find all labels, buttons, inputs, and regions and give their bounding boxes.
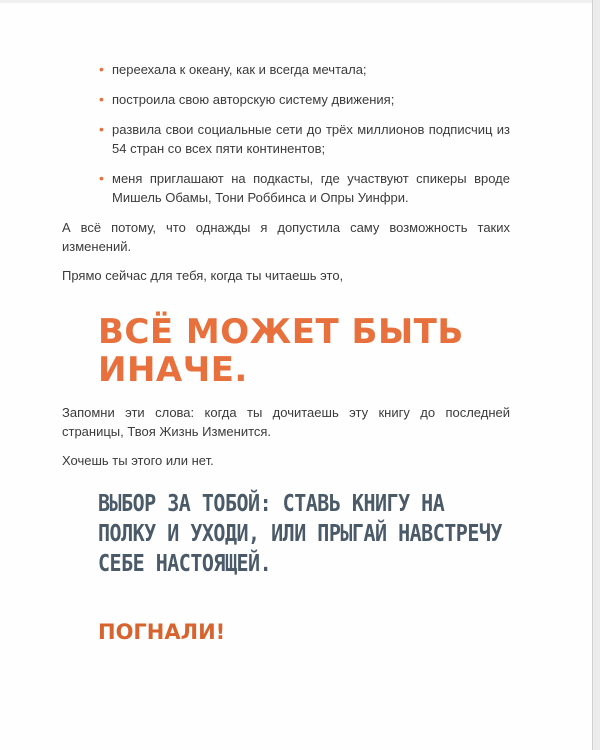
choice-statement: ВЫБОР ЗА ТОБОЙ: СТАВЬ КНИГУ НА ПОЛКУ И УХОДИ, ИЛИ ПРЫГАЙ НАВСТРЕЧУ СЕБЕ НАСТОЯЩЕЙ.	[98, 489, 502, 577]
list-item	[98, 90, 510, 109]
call-to-action: ПОГНАЛИ!	[98, 620, 226, 644]
list-item	[98, 60, 510, 79]
list-item-text: развила свои социальные сети до трёх миллионов подписчиц из 54 стран со всех пяти континентов;	[112, 122, 510, 156]
bullet-dot-icon: •	[99, 91, 104, 107]
paragraph-whether-you-want: Хочешь ты этого или нет.	[62, 453, 214, 468]
page-right-edge	[592, 0, 600, 750]
list-item	[98, 120, 510, 158]
bullet-dot-icon: •	[99, 121, 104, 137]
headline-everything-can-change: ВСЁ МОЖЕТ БЫТЬ ИНАЧЕ.	[98, 312, 464, 390]
paragraph-changes: А всё потому, что однажды я допустила саму возможность таких изменений.	[62, 220, 510, 254]
page-top-edge	[0, 0, 600, 3]
list-item-text: построила свою авторскую систему движения;	[112, 92, 395, 107]
list-item	[98, 169, 510, 207]
paragraph-remember: Запомни эти слова: когда ты дочитаешь эту книгу до последней страницы, Твоя Жизнь Изменится.	[62, 405, 510, 439]
bullet-dot-icon: •	[99, 170, 104, 186]
paragraph-right-now: Прямо сейчас для тебя, когда ты читаешь это,	[62, 268, 344, 283]
list-item-text: переехала к океану, как и всегда мечтала;	[112, 62, 367, 77]
list-item-text: меня приглашают на подкасты, где участвуют спикеры вроде Мишель Обамы, Тони Роббинса и Опры Уинфри.	[112, 171, 510, 205]
achievements-list	[98, 60, 510, 207]
bullet-dot-icon: •	[99, 61, 104, 77]
page-content	[62, 60, 510, 644]
